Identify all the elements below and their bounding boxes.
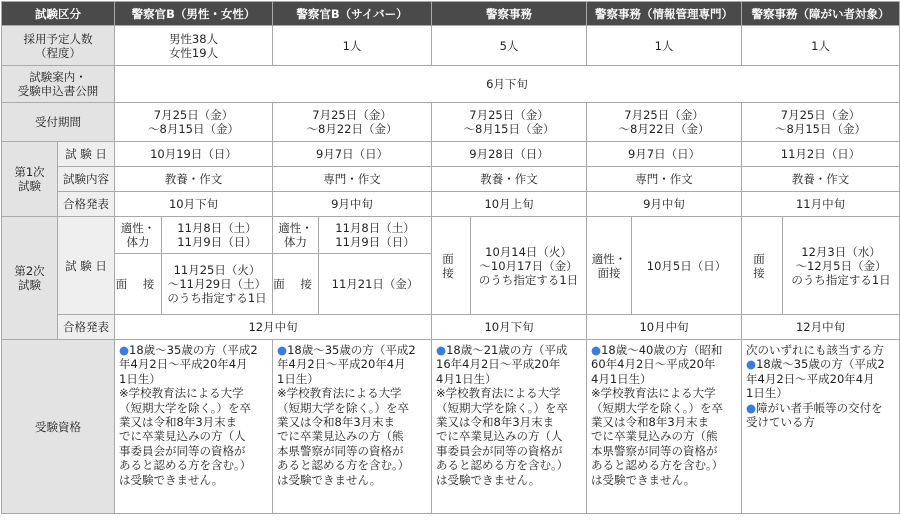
second-exam-result-col-4: 10月中旬 (587, 315, 742, 340)
exam-schedule-table (1, 1, 900, 514)
first-exam-date-col-1: 10月19日（日） (115, 142, 273, 167)
qualification-row (2, 340, 900, 514)
qualification-label: 受験資格 (2, 340, 115, 514)
bullet-icon: ● (119, 343, 130, 357)
qualification-col-5: 次のいずれにも該当する方 ●18歳～35歳の方（平成2 年4月2日～平成20年4月 1日生） ●障がい者手帳等の交付を 受けている方 (742, 340, 900, 514)
first-exam-date-col-2: 9月7日（日） (273, 142, 432, 167)
first-exam-date-row (2, 142, 900, 167)
c2-interview-date: 11月21日（金） (319, 254, 432, 315)
reception-col-1: 7月25日（金） ～8月15日（金） (115, 103, 273, 142)
first-exam-date-label: 試 験 日 (58, 142, 115, 167)
first-exam-content-label: 試験内容 (58, 167, 115, 192)
c1-aptitude-label: 適性・ 体力 (115, 217, 162, 254)
reception-label: 受付期間 (2, 103, 115, 142)
qualification-col-3: ●18歳～21歳の方（平成 16年4月2日～平成20年 4月1日生） ※学校教育法による大学 （短期大学を除く。）を卒 業又は令和8年3月末ま でに卒業見込みの方（人 事委員会が同等の資格が あると認める方を含む。） は受験できません。 (432, 340, 587, 514)
c1-aptitude-dates: 11月8日（土） 11月9日（日） (162, 217, 273, 254)
first-exam-content-col-5: 教養・作文 (742, 167, 900, 192)
recruit-count-col-5: 1人 (742, 26, 900, 66)
bullet-icon: ● (436, 343, 447, 357)
first-exam-result-col-1: 10月下旬 (115, 192, 273, 217)
first-exam-content-row (2, 167, 900, 192)
reception-row (2, 103, 900, 142)
first-exam-result-col-4: 9月中旬 (587, 192, 742, 217)
second-exam-result-col-1-2: 12月中旬 (115, 315, 432, 340)
header-col-1: 警察官B（男性・女性） (115, 2, 273, 26)
bullet-icon: ● (591, 343, 602, 357)
recruit-count-row (2, 26, 900, 66)
c3-interview-label: 面 接 (432, 217, 471, 315)
first-exam-result-col-5: 11月中旬 (742, 192, 900, 217)
header-col-5: 警察事務（障がい者対象） (742, 2, 900, 26)
header-col-2: 警察官B（サイバー） (273, 2, 432, 26)
first-exam-content-col-4: 専門・作文 (587, 167, 742, 192)
first-exam-result-row (2, 192, 900, 217)
qualification-col-2: ●18歳～35歳の方（平成2 年4月2日～平成20年4月 1日生） ※学校教育法による大学 （短期大学を除く。）を卒 業又は令和8年3月末ま でに卒業見込みの方（熊 本県警察が同等の資格が あると認める方を含む。） は受験できません。 (273, 340, 432, 514)
guide-label: 試験案内・ 受験申込書公開 (2, 66, 115, 103)
reception-col-2: 7月25日（金） ～8月22日（金） (273, 103, 432, 142)
header-col-3: 警察事務 (432, 2, 587, 26)
first-exam-content-col-1: 教養・作文 (115, 167, 273, 192)
c2-interview-label: 面 接 (273, 254, 319, 315)
c2-aptitude-dates: 11月8日（土） 11月9日（日） (319, 217, 432, 254)
c2-aptitude-label: 適性・ 体力 (273, 217, 319, 254)
c1-interview-label: 面 接 (115, 254, 162, 315)
recruit-count-col-1: 男性38人 女性19人 (115, 26, 273, 66)
recruit-count-col-3: 5人 (432, 26, 587, 66)
guide-row (2, 66, 900, 103)
c4-aptitude-interview-label: 適性・ 面接 (587, 217, 632, 315)
bullet-icon: ● (746, 400, 757, 415)
reception-col-4: 7月25日（金） ～8月22日（金） (587, 103, 742, 142)
first-exam-result-col-3: 10月上旬 (432, 192, 587, 217)
c3-interview-dates: 10月14日（火） ～10月17日（金） のうち指定する1日 (471, 217, 587, 315)
header-row (2, 2, 900, 26)
c1-interview-dates: 11月25日（火） ～11月29日（土） のうち指定する1日 (162, 254, 273, 315)
first-exam-content-col-3: 教養・作文 (432, 167, 587, 192)
header-col-4: 警察事務（情報管理専門） (587, 2, 742, 26)
recruit-count-label: 採用予定人数 （程度） (2, 26, 115, 66)
first-exam-date-col-3: 9月28日（日） (432, 142, 587, 167)
header-category: 試験区分 (2, 2, 115, 26)
second-exam-group-label: 第2次 試験 (2, 217, 58, 340)
recruit-count-col-2: 1人 (273, 26, 432, 66)
second-exam-result-label: 合格発表 (58, 315, 115, 340)
first-exam-result-label: 合格発表 (58, 192, 115, 217)
first-exam-content-col-2: 専門・作文 (273, 167, 432, 192)
second-exam-result-col-5: 12月中旬 (742, 315, 900, 340)
reception-col-5: 7月25日（金） ～8月15日（金） (742, 103, 900, 142)
reception-col-3: 7月25日（金） ～8月15日（金） (432, 103, 587, 142)
c5-interview-label: 面 接 (742, 217, 783, 315)
qualification-col-1: ●18歳～35歳の方（平成2 年4月2日～平成20年4月 1日生） ※学校教育法による大学 （短期大学を除く。）を卒 業又は令和8年3月末ま でに卒業見込みの方（人 事委員会が同等の資格が あると認める方を含む。） は受験できません。 (115, 340, 273, 514)
first-exam-date-col-5: 11月2日（日） (742, 142, 900, 167)
second-exam-result-col-3: 10月下旬 (432, 315, 587, 340)
second-exam-date-label: 試 験 日 (58, 217, 115, 315)
bullet-icon: ● (277, 343, 288, 357)
c5-interview-dates: 12月3日（水） ～12月5日（金） のうち指定する1日 (783, 217, 900, 315)
qualification-col-4: ●18歳～40歳の方（昭和 60年4月2日～平成20年 4月1日生） ※学校教育法による大学 （短期大学を除く。）を卒 業又は令和8年3月末ま でに卒業見込みの方（熊 本県警察が同等の資格が あると認める方を含む。） は受験できません。 (587, 340, 742, 514)
bullet-icon: ● (746, 357, 757, 372)
first-exam-date-col-4: 9月7日（日） (587, 142, 742, 167)
recruit-count-col-4: 1人 (587, 26, 742, 66)
first-exam-group-label: 第1次 試験 (2, 142, 58, 217)
second-exam-aptitude-row (2, 217, 900, 254)
second-exam-result-row (2, 315, 900, 340)
c4-date: 10月5日（日） (632, 217, 742, 315)
first-exam-result-col-2: 9月中旬 (273, 192, 432, 217)
guide-value: 6月下旬 (115, 66, 900, 103)
